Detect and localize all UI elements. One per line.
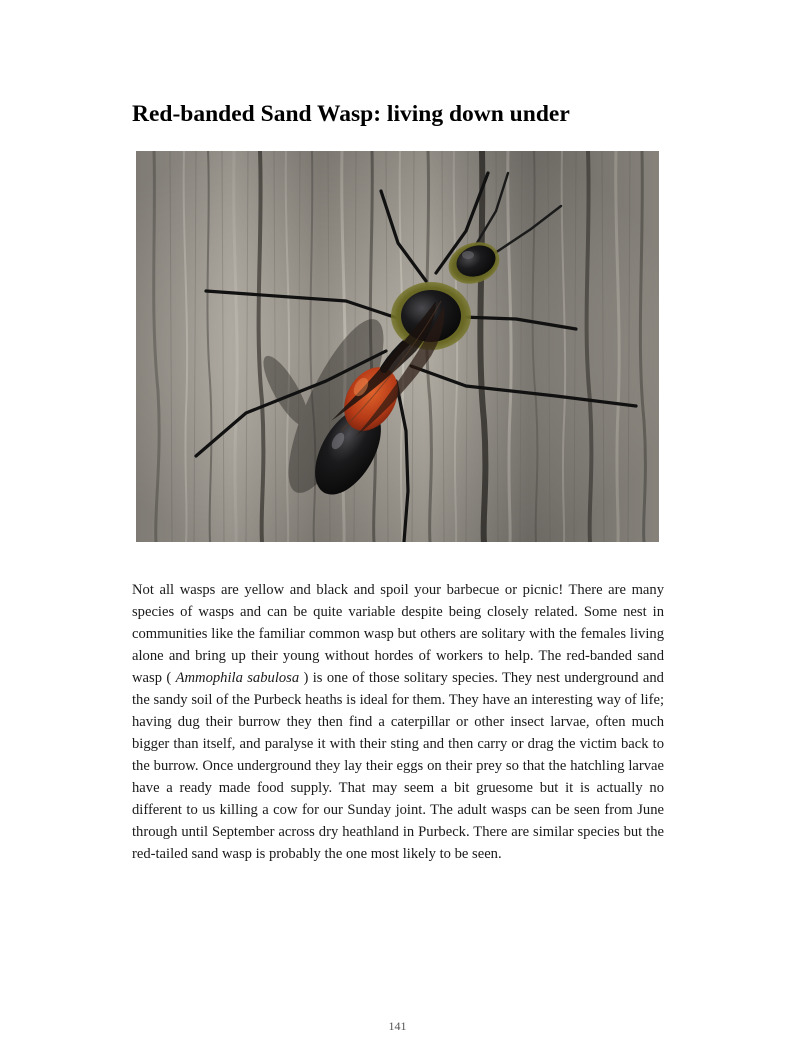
species-name: Ammophila sabulosa xyxy=(175,670,300,686)
wasp-photo xyxy=(136,151,659,542)
wasp-on-wood-illustration xyxy=(136,151,659,542)
body-text-part-2: ) is one of those solitary species. They nest underground and the sandy soil of the Purbeck heaths is ideal for them. They have an interesting way of life; having dug their burrow they then find a caterpillar or other insect larvae, often much bigger than itself, and paralyse it with their sting and then carry or drag the victim back to the burrow. Once underground they lay their eggs on their prey so that the hatchling larvae have a ready made food supply. That may seem a bit gruesome but it is actually no different to us killing a cow for our Sunday joint. The adult wasps can be seen from June through until September across dry heathland in Purbeck. There are similar species but the red-tailed sand wasp is probably the one most likely to be seen. xyxy=(132,670,664,862)
page-number: 141 xyxy=(388,1019,407,1033)
body-text-part-1: Not all wasps are yellow and black and spoil your barbecue or picnic! There are many species of wasps and can be quite variable despite being closely related. Some nest in communities like the familiar common wasp but others are solitary with the females living alone and bring up their young without hordes of workers to help. The red-banded sand wasp ( xyxy=(132,582,664,686)
page-title: Red-banded Sand Wasp: living down under xyxy=(132,101,570,127)
body-paragraph xyxy=(132,579,664,865)
